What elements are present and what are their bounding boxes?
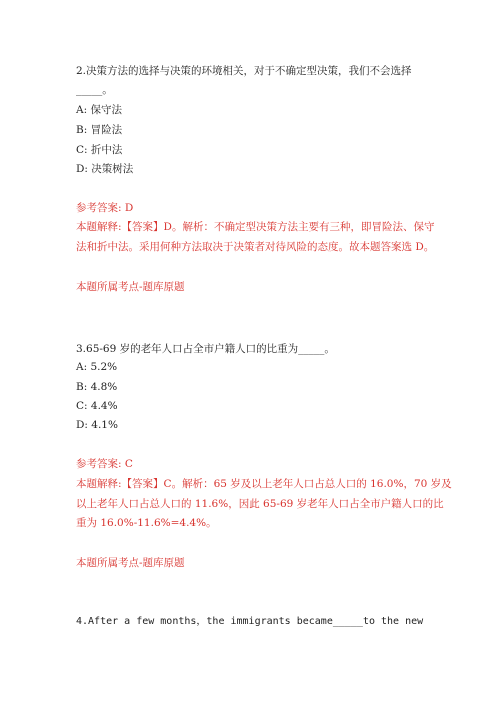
question-3-option-c: C: 4.4% [76, 400, 118, 412]
question-2-option-c: C: 折中法 [76, 144, 123, 156]
question-2-option-a: A: 保守法 [76, 104, 122, 116]
question-2-explanation-line-1: 本题解释:【答案】D。解析：不确定型决策方法主要有三种，即冒险法、保守 [76, 221, 435, 233]
question-3-option-a: A: 5.2% [76, 361, 118, 373]
question-2-source: 本题所属考点-题库原题 [76, 281, 185, 293]
question-3-stem: 3.65-69 岁的老年人口占全市户籍人口的比重为_____。 [76, 343, 335, 355]
question-2-explanation-line-2: 法和折中法。采用何种方法取决于决策者对待风险的态度。故本题答案选 D。 [76, 241, 435, 253]
question-2-blank: _____。 [76, 84, 113, 96]
question-3-option-b: B: 4.8% [76, 381, 118, 393]
question-3-explanation-line-1: 本题解释:【答案】C。解析：65 岁及以上老年人口占总人口的 16.0%，70 岁及 [76, 478, 452, 490]
question-2-option-d: D: 决策树法 [76, 163, 134, 175]
question-2-option-b: B: 冒险法 [76, 124, 123, 136]
question-3-explanation-line-2: 以上老年人口占总人口的 11.6%，因此 65-69 岁老年人口占全市户籍人口的比 [76, 498, 444, 510]
question-2-stem: 2.决策方法的选择与决策的环境相关，对于不确定型决策，我们不会选择 [76, 65, 412, 77]
question-3-explanation-line-3: 重为 16.0%-11.6%=4.4%。 [76, 517, 217, 529]
question-4-stem: 4.After a few months，the immigrants became_____to the new [76, 616, 424, 627]
question-3-source: 本题所属考点-题库原题 [76, 557, 185, 569]
question-3-option-d: D: 4.1% [76, 419, 118, 431]
question-2-answer: 参考答案: D [76, 202, 134, 214]
question-3-answer: 参考答案: C [76, 458, 133, 470]
